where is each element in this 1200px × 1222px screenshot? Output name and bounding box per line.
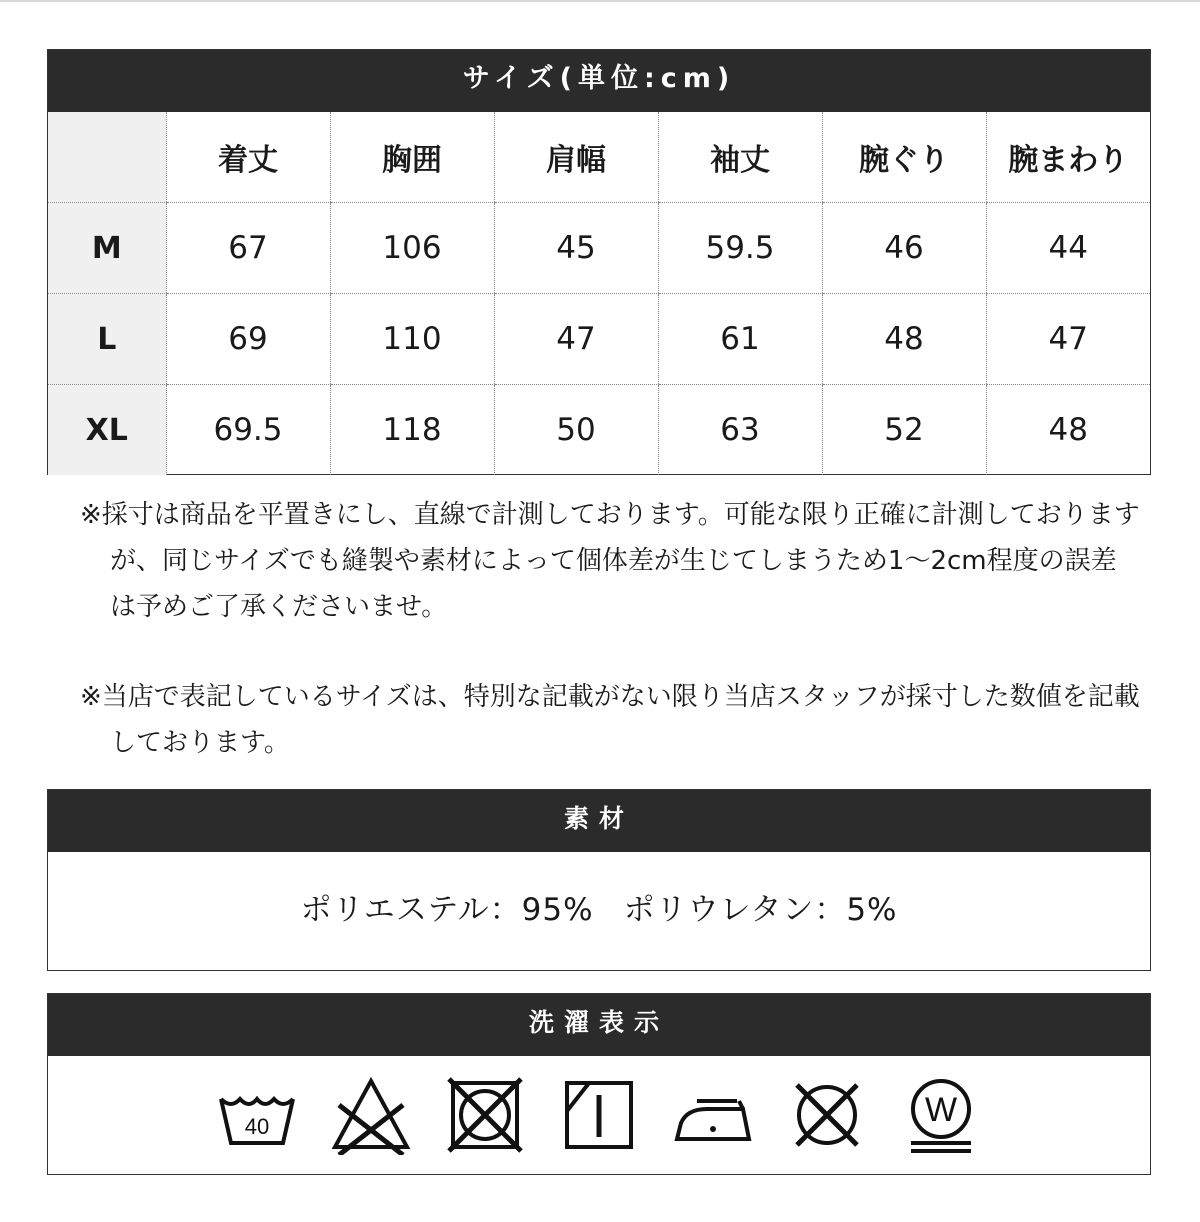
table-cell: 50 [494, 385, 658, 476]
care-icons [48, 1056, 1150, 1174]
corner-cell [48, 112, 166, 203]
material-part-2: ポリウレタン：5% [623, 892, 898, 928]
table-cell: 44 [986, 203, 1150, 294]
table-cell: 47 [986, 294, 1150, 385]
no-dry-clean-icon [787, 1075, 867, 1155]
table-cell: 48 [822, 294, 986, 385]
table-cell: 106 [330, 203, 494, 294]
table-cell: 61 [658, 294, 822, 385]
table-cell: 47 [494, 294, 658, 385]
table-cell: 69 [166, 294, 330, 385]
header-cell: 着丈 [166, 112, 330, 203]
table-row [48, 385, 1150, 476]
table-cell: 110 [330, 294, 494, 385]
line-dry-shade-icon [559, 1075, 639, 1155]
header-cell: 肩幅 [494, 112, 658, 203]
iron-low-icon [673, 1075, 753, 1155]
table-row [48, 203, 1150, 294]
wash-temp-label: 40 [244, 1114, 270, 1139]
table-cell: 69.5 [166, 385, 330, 476]
table-cell: 67 [166, 203, 330, 294]
table-cell: 63 [658, 385, 822, 476]
wet-clean-mild-icon [901, 1075, 981, 1155]
header-cell: 胸囲 [330, 112, 494, 203]
measurement-note [80, 492, 1140, 630]
header-cell: 腕ぐり [822, 112, 986, 203]
no-tumble-dry-icon [445, 1075, 525, 1155]
wash-tub-40-icon [217, 1075, 297, 1155]
table-cell: 48 [986, 385, 1150, 476]
table-header-row [48, 112, 1150, 203]
care-title: 洗濯表示 [48, 994, 1150, 1056]
size-label: XL [48, 385, 166, 476]
material-section [47, 789, 1151, 971]
table-cell: 118 [330, 385, 494, 476]
table-cell: 45 [494, 203, 658, 294]
table-cell: 46 [822, 203, 986, 294]
material-composition [48, 852, 1150, 970]
wet-clean-letter: W [924, 1091, 958, 1129]
size-label: L [48, 294, 166, 385]
header-cell: 腕まわり [986, 112, 1150, 203]
material-part-1: ポリエステル：95% [300, 892, 594, 928]
size-label: M [48, 203, 166, 294]
size-label-note [80, 674, 1140, 766]
size-chart [47, 49, 1151, 475]
material-title: 素材 [48, 790, 1150, 852]
size-chart-title: サイズ(単位:cm) [48, 50, 1150, 112]
no-bleach-icon [331, 1075, 411, 1155]
table-row [48, 294, 1150, 385]
table-cell: 59.5 [658, 203, 822, 294]
top-divider [0, 0, 1200, 2]
care-section [47, 993, 1151, 1175]
note-text: ※採寸は商品を平置きにし、直線で計測しております。可能な限り正確に計測しておりますが、同じサイズでも縫製や素材によって個体差が生じてしまうため1～2cm程度の誤差は予めご了承くださいませ。 [80, 500, 1140, 622]
table-cell: 52 [822, 385, 986, 476]
note-text: ※当店で表記しているサイズは、特別な記載がない限り当店スタッフが採寸した数値を記載しております。 [80, 682, 1140, 758]
size-table [48, 112, 1150, 475]
header-cell: 袖丈 [658, 112, 822, 203]
